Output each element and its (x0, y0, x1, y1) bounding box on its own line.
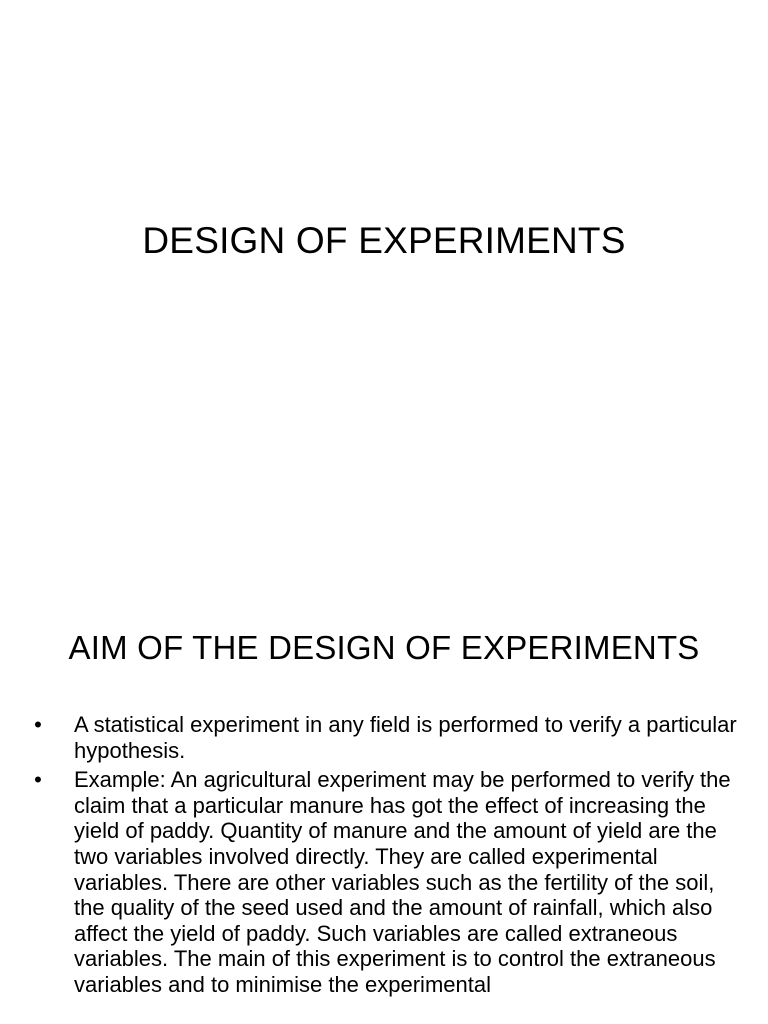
bullet-list (28, 712, 740, 1002)
slide-aim (0, 576, 768, 1024)
slide-heading: AIM OF THE DESIGN OF EXPERIMENTS (68, 629, 700, 666)
bullet-item (28, 767, 740, 997)
bullet-item (28, 712, 740, 763)
bullet-text: A statistical experiment in any field is performed to verify a particular hypothesis. (74, 712, 737, 763)
bullet-text: Example: An agricultural experiment may be performed to verify the claim that a particular manure has got the effect of increasing the yield of paddy. Quantity of manure and the amount of yield are the two variables involved directly. They are called experimental variables. There are other variables such as the fertility of the soil, the quality of the seed used and the amount of rainfall, which also affect the yield of paddy. Such variables are called extraneous variables. The main of this experiment is to control the extraneous variables and to minimise the experimental (74, 767, 731, 997)
bullet-icon: • (34, 712, 42, 737)
bullet-icon: • (34, 767, 42, 793)
slide-title: DESIGN OF EXPERIMENTS (142, 220, 626, 261)
